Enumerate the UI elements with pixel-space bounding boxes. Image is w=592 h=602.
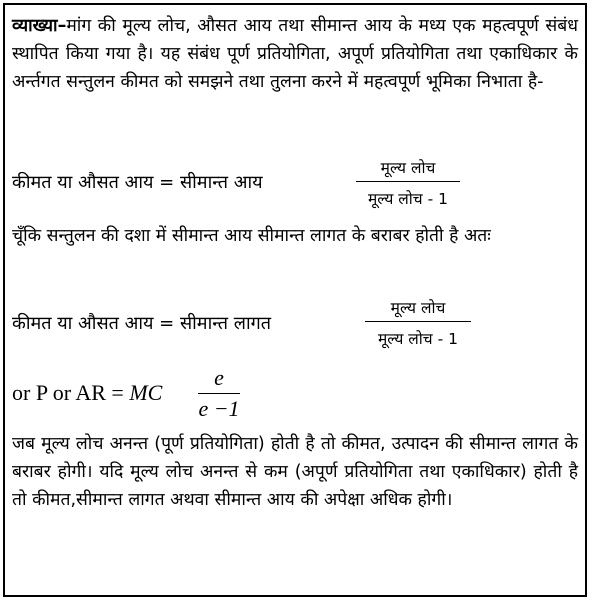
formula3-mc: MC bbox=[129, 380, 163, 405]
formula3-numerator: e bbox=[214, 365, 224, 390]
middle-text: चूँकि सन्तुलन की दशा में सीमान्त आय सीमान्त लागत के बराबर होती है अतः bbox=[12, 226, 491, 246]
formula3-fraction bbox=[198, 365, 240, 422]
formula1-lhs: कीमत या औसत आय = सीमान्त आय bbox=[12, 172, 263, 193]
formula3-denominator: e −1 bbox=[198, 396, 240, 421]
formula1-denominator: मूल्य लोच - 1 bbox=[368, 190, 448, 208]
formula1-fraction bbox=[356, 156, 460, 209]
formula-price-marginal-cost bbox=[12, 311, 271, 335]
heading-vyakhya: व्याख्या– bbox=[12, 16, 67, 36]
formula2-denominator: मूल्य लोच - 1 bbox=[378, 330, 458, 348]
formula-price-marginal-revenue bbox=[12, 170, 263, 194]
middle-paragraph bbox=[12, 222, 578, 250]
formula-p-ar-mc bbox=[12, 380, 162, 406]
formula2-fraction bbox=[365, 296, 471, 349]
formula3-lhs: or P or AR = bbox=[12, 380, 130, 405]
formula2-numerator: मूल्य लोच bbox=[390, 299, 446, 317]
conclusion-paragraph bbox=[12, 430, 578, 514]
intro-text: मांग की मूल्य लोच, औसत आय तथा सीमान्त आय के मध्य एक महत्वपूर्ण संबंध स्थापित किया गया है। यह संबंध पूर्ण प्रतियोगिता, अपूर्ण प्रतियोगिता तथा एकाधिकार के अर्न्तगत सन्तुलन कीमत को समझने तथा तुलना करने में महत्वपूर्ण भूमिका निभाता है- bbox=[12, 16, 578, 92]
formula2-lhs: कीमत या औसत आय = सीमान्त लागत bbox=[12, 313, 272, 334]
intro-paragraph bbox=[12, 12, 578, 96]
formula1-numerator: मूल्य लोच bbox=[380, 159, 436, 177]
conclusion-text: जब मूल्य लोच अनन्त (पूर्ण प्रतियोगिता) होती है तो कीमत, उत्पादन की सीमान्त लागत के बराबर होगी। यदि मूल्य लोच अनन्त से कम (अपूर्ण प्रतियोगिता तथा एकाधिकार) होती है तो कीमत,सीमान्त लागत अथवा सीमान्त आय की अपेक्षा अधिक होगी। bbox=[12, 434, 578, 510]
